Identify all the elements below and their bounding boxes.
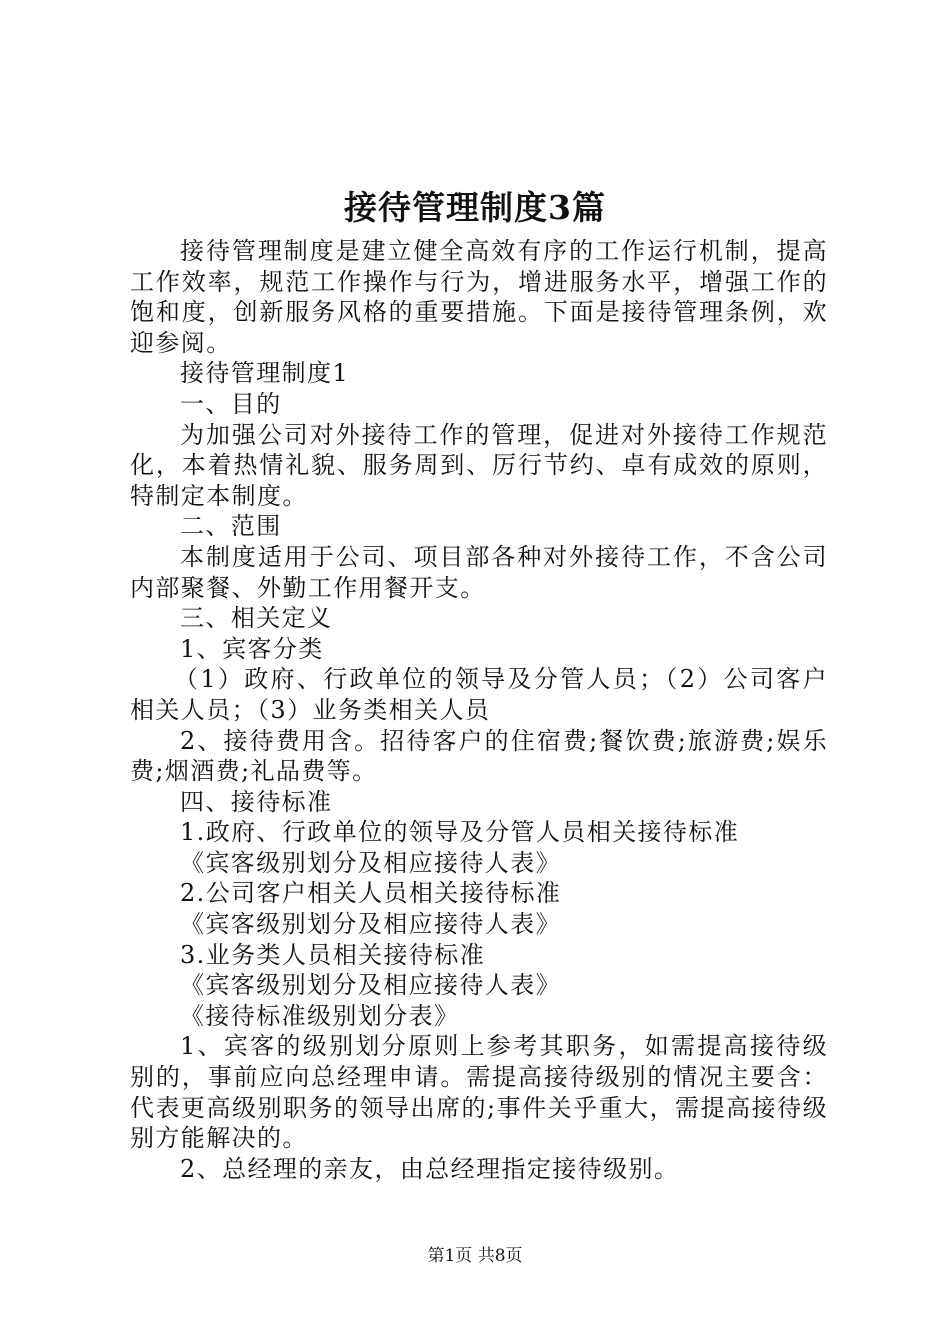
paragraph-rule-1: 1、宾客的级别划分原则上参考其职务，如需提高接待级别的，事前应向总经理申请。需提高接待级别的情况主要含：代表更高级别职务的领导出席的;事件关乎重大，需提高接待级别方能解决的。	[130, 1032, 828, 1153]
paragraph-intro: 接待管理制度是建立健全高效有序的工作运行机制，提高工作效率，规范工作操作与行为，增进服务水平，增强工作的饱和度，创新服务风格的重要措施。下面是接待管理条例，欢迎参阅。	[130, 237, 828, 357]
paragraph-standard-1: 1.政府、行政单位的领导及分管人员相关接待标准	[180, 818, 740, 847]
paragraph-table-ref-1: 《宾客级别划分及相应接待人表》	[180, 848, 561, 877]
paragraph-standard-3: 3.业务类人员相关接待标准	[180, 940, 486, 969]
paragraph-standard-2: 2.公司客户相关人员相关接待标准	[180, 879, 562, 908]
paragraph-heading-definitions: 三、相关定义	[180, 604, 333, 633]
paragraph-expense-types: 2、接待费用含。招待客户的住宿费;餐饮费;旅游费;娱乐费;烟酒费;礼品费等。	[130, 726, 828, 786]
paragraph-heading-scope: 二、范围	[180, 512, 282, 541]
paragraph-table-ref-2: 《宾客级别划分及相应接待人表》	[180, 910, 561, 939]
paragraph-table-ref-3: 《宾客级别划分及相应接待人表》	[180, 971, 561, 1000]
paragraph-purpose: 为加强公司对外接待工作的管理，促进对外接待工作规范化，本着热情礼貌、服务周到、厉行节约、卓有成效的原则，特制定本制度。	[130, 420, 828, 510]
page-footer: 第1页 共8页	[427, 1246, 523, 1266]
paragraph-guest-category-heading: 1、宾客分类	[180, 634, 324, 663]
document-title: 接待管理制度3篇	[344, 188, 606, 227]
paragraph-heading-purpose: 一、目的	[180, 389, 282, 418]
paragraph-table-ref-4: 《接待标准级别划分表》	[180, 1001, 460, 1030]
paragraph-heading-standards: 四、接待标准	[180, 787, 333, 816]
paragraph-scope: 本制度适用于公司、项目部各种对外接待工作，不含公司内部聚餐、外勤工作用餐开支。	[130, 542, 828, 602]
paragraph-rule-2: 2、总经理的亲友，由总经理指定接待级别。	[180, 1154, 680, 1183]
paragraph-guest-categories: （1）政府、行政单位的领导及分管人员；（2）公司客户相关人员；（3）业务类相关人员	[130, 665, 828, 724]
document-body	[130, 236, 828, 1184]
paragraph-section-heading: 接待管理制度1	[180, 359, 350, 388]
